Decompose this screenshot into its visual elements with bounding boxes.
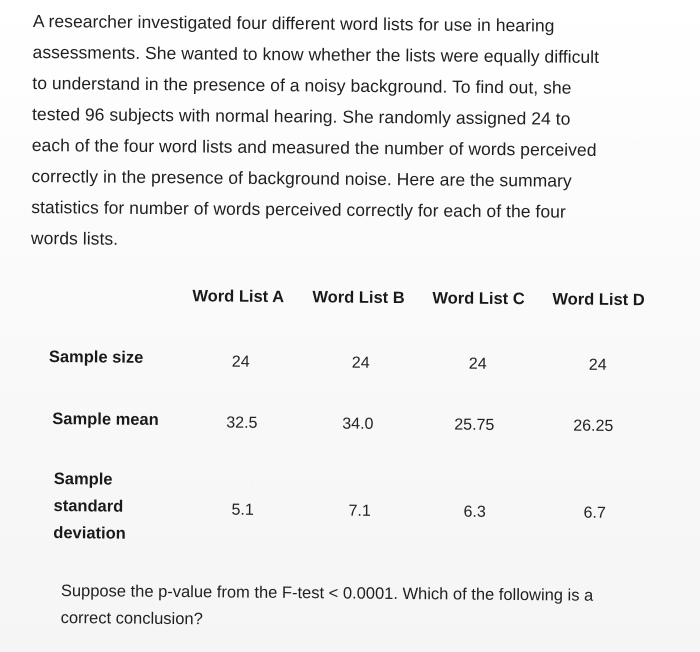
statement-line: correctly in the presence of background noise. Here are the summary [31,165,572,191]
question-text [61,578,681,637]
row-label-sample-standard-deviation [53,466,126,548]
column-header-word-list-a: Word List A [192,287,285,307]
cell-sample-mean-c: 25.75 [454,416,495,434]
cell-std-dev-c: 6.3 [463,503,486,521]
summary-statistics-table [45,0,690,566]
column-header-word-list-c: Word List C [432,289,525,309]
cell-sample-mean-d: 26.25 [573,417,614,435]
statement-line: A researcher investigated four different word lists for use in hearing [32,10,555,36]
row-label-line: Sample [53,470,113,489]
cell-sample-size-a: 24 [231,353,250,371]
question-line: correct conclusion? [60,608,203,629]
cell-std-dev-d: 6.7 [583,504,606,522]
cell-sample-mean-a: 32.5 [226,414,258,432]
column-header-word-list-b: Word List B [312,288,405,308]
statement-line: words lists. [30,227,119,249]
statement-line: assessments. She wanted to know whether the lists were equally difficult [32,41,600,67]
statement-line: each of the four word lists and measured the number of words perceived [31,134,597,160]
row-label-sample-size: Sample size [48,348,144,367]
cell-sample-size-c: 24 [468,355,487,373]
row-label-line: deviation [53,524,126,543]
cell-sample-size-d: 24 [588,356,607,374]
cell-std-dev-b: 7.1 [348,502,371,520]
row-label-line: standard [53,497,124,516]
statement-line: statistics for number of words perceived correctly for each of the four [31,196,566,222]
row-label-sample-mean: Sample mean [52,410,159,429]
cell-std-dev-a: 5.1 [231,501,254,519]
cell-sample-mean-b: 34.0 [342,415,374,433]
statement-line: to understand in the presence of a noisy background. To find out, she [32,72,572,98]
cell-sample-size-b: 24 [351,354,370,372]
column-header-word-list-d: Word List D [552,290,645,310]
statement-line: tested 96 subjects with normal hearing. She randomly assigned 24 to [31,103,571,129]
question-line: Suppose the p-value from the F-test < 0.0001. Which of the following is a [60,581,594,605]
